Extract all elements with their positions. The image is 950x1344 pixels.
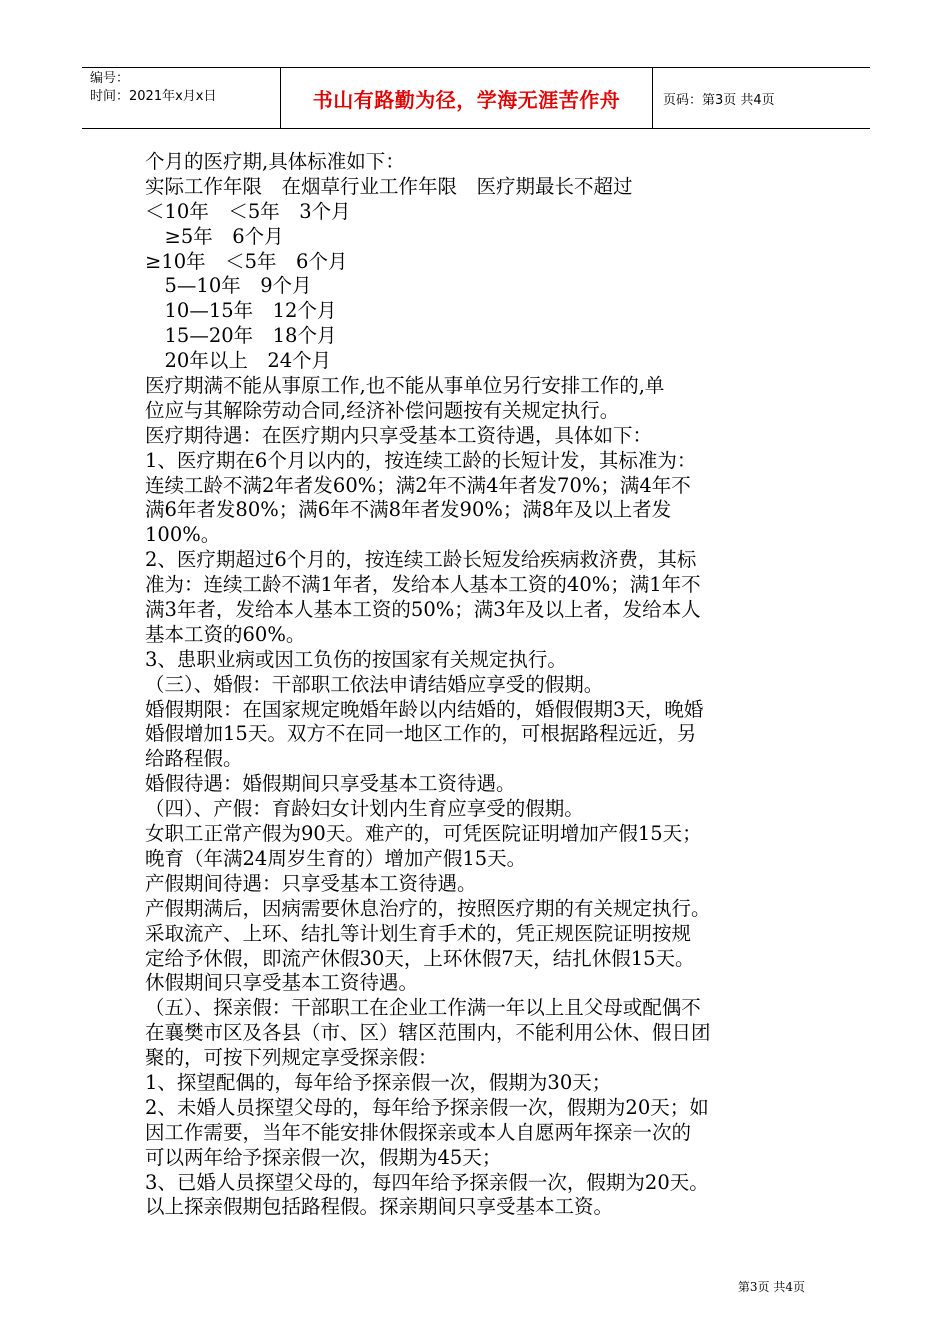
page-header [82, 67, 870, 129]
body-line: 个月的医疗期,具体标准如下： [145, 150, 405, 173]
body-line: 20年以上 24个月 [145, 349, 332, 373]
body-line: 基本工资的60%。 [145, 622, 306, 646]
body-line: 15—20年 18个月 [145, 324, 337, 348]
body-line: 以上探亲假期包括路程假。探亲期间只享受基本工资。 [145, 1195, 614, 1219]
body-line: 采取流产、上环、结扎等计划生育手术的，凭正规医院证明按规 [145, 921, 692, 945]
body-line: 产假期间待遇：只享受基本工资待遇。 [145, 871, 477, 895]
body-line: 医疗期待遇：在医疗期内只享受基本工资待遇，具体如下： [145, 423, 653, 447]
document-body [145, 150, 825, 1220]
body-line: 位应与其解除劳动合同,经济补偿问题按有关规定执行。 [145, 398, 620, 422]
body-line: 满6年者发80%；满6年不满8年者发90%；满8年及以上者发 [145, 498, 672, 522]
header-meta [82, 68, 281, 128]
document-number-label: 编号： [90, 71, 130, 86]
header-motto: 书山有路勤为径，学海无涯苦作舟 [281, 68, 653, 128]
body-line: 5—10年 9个月 [145, 274, 312, 298]
body-line: 休假期间只享受基本工资待遇。 [145, 971, 419, 995]
body-line: 满3年者，发给本人基本工资的50%；满3年及以上者，发给本人 [145, 598, 701, 622]
body-line: 实际工作年限 在烟草行业工作年限 医疗期最长不超过 [145, 174, 633, 198]
body-line: 给路程假。 [145, 747, 243, 771]
body-line: 10—15年 12个月 [145, 299, 337, 323]
body-line: ＜10年 ＜5年 3个月 [145, 199, 351, 223]
body-line: （三）、婚假：干部职工依法申请结婚应享受的假期。 [145, 672, 604, 696]
body-line: 晚育（年满24周岁生育的）增加产假15天。 [145, 846, 527, 870]
body-line: （五）、探亲假：干部职工在企业工作满一年以上且父母或配偶不 [145, 996, 701, 1020]
body-line: 婚假待遇：婚假期间只享受基本工资待遇。 [145, 772, 516, 796]
body-line: 婚假增加15天。双方不在同一地区工作的，可根据路程远近，另 [145, 722, 697, 746]
body-line: （四）、产假：育龄妇女计划内生育应享受的假期。 [145, 797, 584, 821]
body-line: 2、医疗期超过6个月的，按连续工龄长短发给疾病救济费，其标 [145, 548, 697, 572]
body-line: 1、医疗期在6个月以内的，按连续工龄的长短计发，其标准为： [145, 448, 697, 472]
body-line: 因工作需要，当年不能安排休假探亲或本人自愿两年探亲一次的 [145, 1120, 692, 1144]
body-line: 可以两年给予探亲假一次，假期为45天； [145, 1145, 502, 1169]
body-line: 100%。 [145, 523, 221, 547]
body-line: 聚的，可按下列规定享受探亲假： [145, 1046, 438, 1070]
body-line: 3、患职业病或因工负伤的按国家有关规定执行。 [145, 647, 567, 671]
body-line: ≥10年 ＜5年 6个月 [145, 249, 348, 273]
footer-page-number: 第3页 共4页 [737, 1280, 805, 1294]
header-page-number: 页码：第3页 共4页 [663, 92, 775, 108]
body-line: 在襄樊市区及各县（市、区）辖区范围内，不能利用公休、假日团 [145, 1021, 711, 1045]
body-line: 定给予休假，即流产休假30天，上环休假7天，结扎休假15天。 [145, 946, 695, 970]
body-line: 连续工龄不满2年者发60%；满2年不满4年者发70%；满4年不 [145, 473, 691, 497]
body-line: ≥5年 6个月 [145, 224, 284, 248]
body-line: 医疗期满不能从事原工作,也不能从事单位另行安排工作的,单 [145, 374, 665, 398]
body-line: 女职工正常产假为90天。难产的，可凭医院证明增加产假15天； [145, 822, 702, 846]
body-line: 3、已婚人员探望父母的，每四年给予探亲假一次，假期为20天。 [145, 1170, 709, 1194]
body-line: 婚假期限：在国家规定晚婚年龄以内结婚的，婚假假期3天，晚婚 [145, 697, 704, 721]
body-line: 2、未婚人员探望父母的，每年给予探亲假一次，假期为20天；如 [145, 1095, 709, 1119]
body-line: 准为：连续工龄不满1年者，发给本人基本工资的40%；满1年不 [145, 573, 701, 597]
document-date-label: 时间：2021年x月x日 [90, 89, 217, 104]
body-line: 1、探望配偶的，每年给予探亲假一次，假期为30天； [145, 1070, 612, 1094]
body-line: 产假期满后，因病需要休息治疗的，按照医疗期的有关规定执行。 [145, 896, 711, 920]
